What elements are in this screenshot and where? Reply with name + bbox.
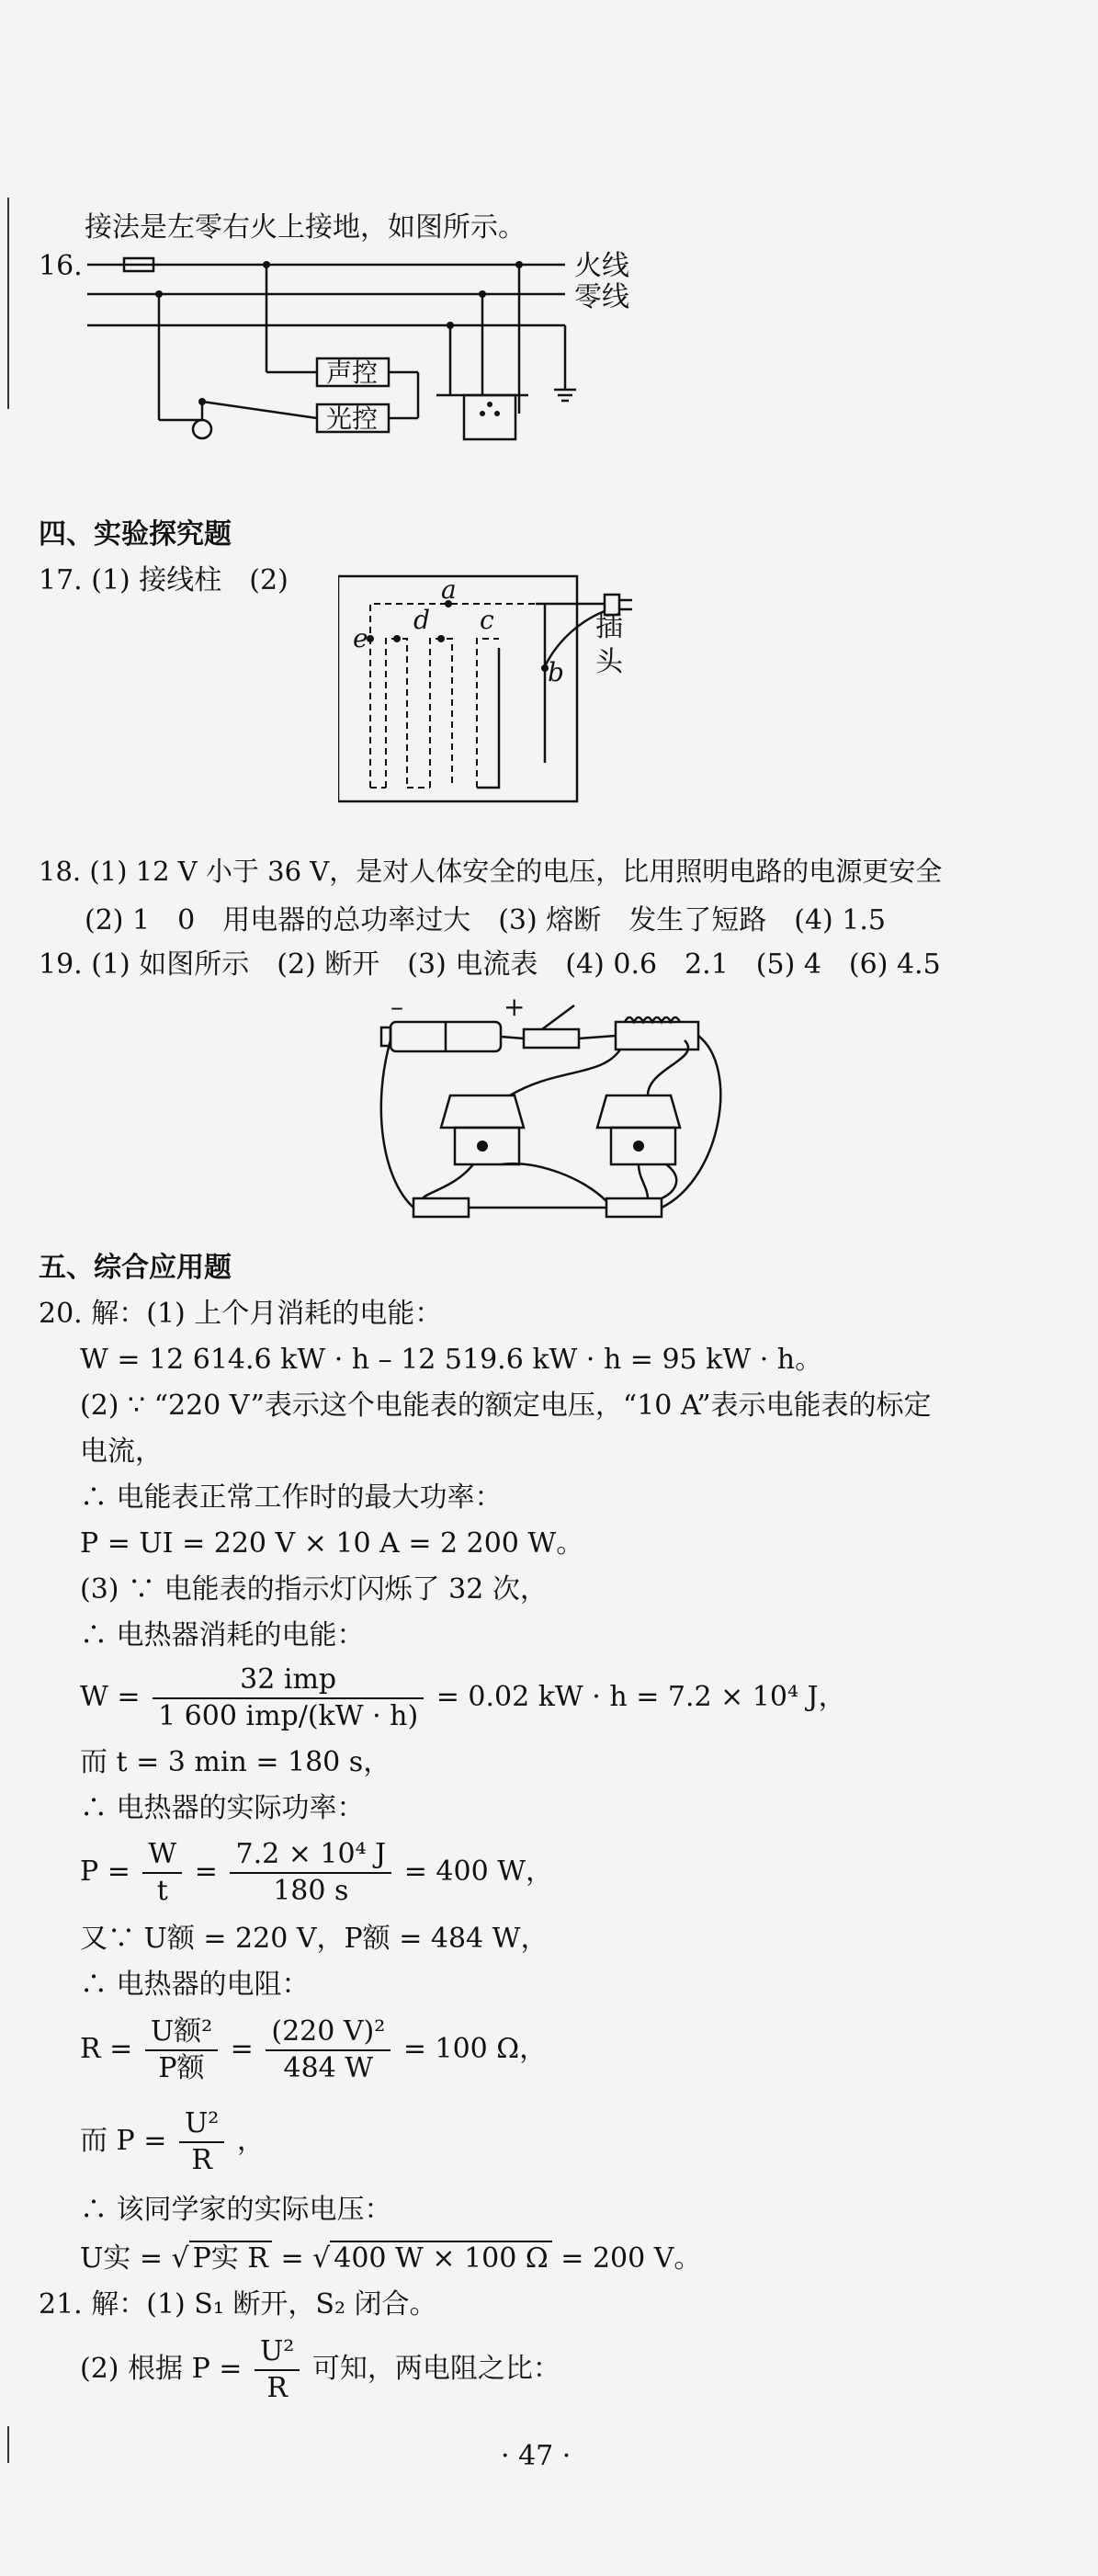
intro-line: 接法是左零右火上接地，如图所示。 bbox=[85, 211, 526, 244]
q20-line-4: 电流， bbox=[80, 1436, 163, 1468]
q16-number: 16. bbox=[39, 250, 83, 282]
q20-line-7: (3) ∵ 电能表的指示灯闪烁了 32 次， bbox=[80, 1573, 548, 1606]
q20-line-6: P = UI = 220 V × 10 A = 2 200 W。 bbox=[80, 1527, 584, 1560]
q20-line-11: ∴ 电热器的实际功率： bbox=[80, 1792, 365, 1824]
resistance-equation: R = $\frac{\text{U额²}}{\text{P额}}$ = $\frac{\text{(220 V)²}}{484 W}$ = 100 Ω， bbox=[80, 2015, 548, 2084]
point-d-label: d bbox=[413, 605, 430, 635]
q21-line-1: 21. 解：(1) S₁ 断开，S₂ 闭合。 bbox=[39, 2288, 437, 2321]
point-e-label: e bbox=[353, 623, 368, 653]
q20-line-10: 而 t = 3 min = 180 s， bbox=[80, 1746, 391, 1778]
q17-text: 17. (1) 接线柱 (2) bbox=[39, 564, 289, 596]
q19-circuit-photo bbox=[372, 994, 758, 1233]
q21-line-2: (2) 根据 P = $\frac{\text{U²}}{R}$ 可知，两电阻之比： bbox=[80, 2335, 560, 2404]
section-5-heading: 五、综合应用题 bbox=[39, 1252, 232, 1284]
light-switch-label: 光控 bbox=[326, 403, 379, 434]
q20-line-1: 20. 解：(1) 上个月消耗的电能： bbox=[39, 1298, 443, 1330]
point-b-label: b bbox=[548, 657, 564, 687]
q18-line-1: 18. (1) 12 V 小于 36 V，是对人体安全的电压，比用照明电路的电源更安全 bbox=[39, 856, 943, 887]
page-number: · 47 · bbox=[501, 2440, 572, 2472]
q20-line-5: ∴ 电能表正常工作时的最大功率： bbox=[80, 1481, 503, 1514]
power-formula: 而 P = $\frac{\text{U²}}{R}$ ， bbox=[80, 2107, 265, 2176]
q20-line-2: W = 12 614.6 kW · h – 12 519.6 kW · h = 95 kW · h。 bbox=[80, 1344, 823, 1376]
section-4-heading: 四、实验探究题 bbox=[39, 518, 232, 550]
sound-switch-label: 声控 bbox=[326, 357, 379, 388]
q20-line-3: (2) ∵ “220 V”表示这个电能表的额定电压，“10 A”表示电能表的标定 bbox=[80, 1390, 932, 1422]
battery-plus-label: + bbox=[504, 992, 526, 1022]
q18-line-2: (2) 1 0 用电器的总功率过大 (3) 熔断 发生了短路 (4) 1.5 bbox=[85, 904, 886, 936]
battery-minus-label: – bbox=[391, 992, 403, 1022]
q20-line-13: 又∵ U额 = 220 V，P额 = 484 W， bbox=[80, 1923, 549, 1955]
q20-line-14: ∴ 电热器的电阻： bbox=[80, 1969, 310, 2001]
voltage-equation: U实 = √ P实 R = √ 400 W × 100 Ω = 200 V。 bbox=[80, 2242, 702, 2275]
plug-label-1: 插 bbox=[595, 611, 623, 643]
q20-line-8: ∴ 电热器消耗的电能： bbox=[80, 1619, 365, 1651]
q19-line-1: 19. (1) 如图所示 (2) 断开 (3) 电流表 (4) 0.6 2.1 (5) 4 (6) 4.5 bbox=[39, 948, 941, 981]
q20-line-17: ∴ 该同学家的实际电压： bbox=[80, 2194, 392, 2226]
plug-label-2: 头 bbox=[595, 646, 623, 678]
margin-line bbox=[7, 2426, 9, 2463]
margin-line bbox=[7, 198, 9, 409]
power-equation: P = $\frac{W}{t}$ = $\frac{\text{7.2 × 10⁴ J}}{180 s}$ = 400 W， bbox=[80, 1838, 554, 1907]
neutral-line-label: 零线 bbox=[574, 281, 629, 313]
energy-fraction: $\frac{\text{32 imp}}{\text{1 600 imp/(kW · h)}}$ bbox=[153, 1662, 424, 1734]
point-c-label: c bbox=[480, 605, 494, 635]
energy-equation: W = $\frac{\text{32 imp}}{\text{1 600 imp/(kW · h)}}$ = 0.02 kW · h = 7.2 × 10⁴ J， bbox=[80, 1663, 846, 1732]
point-a-label: a bbox=[441, 574, 457, 605]
fire-line-label: 火线 bbox=[574, 250, 629, 282]
